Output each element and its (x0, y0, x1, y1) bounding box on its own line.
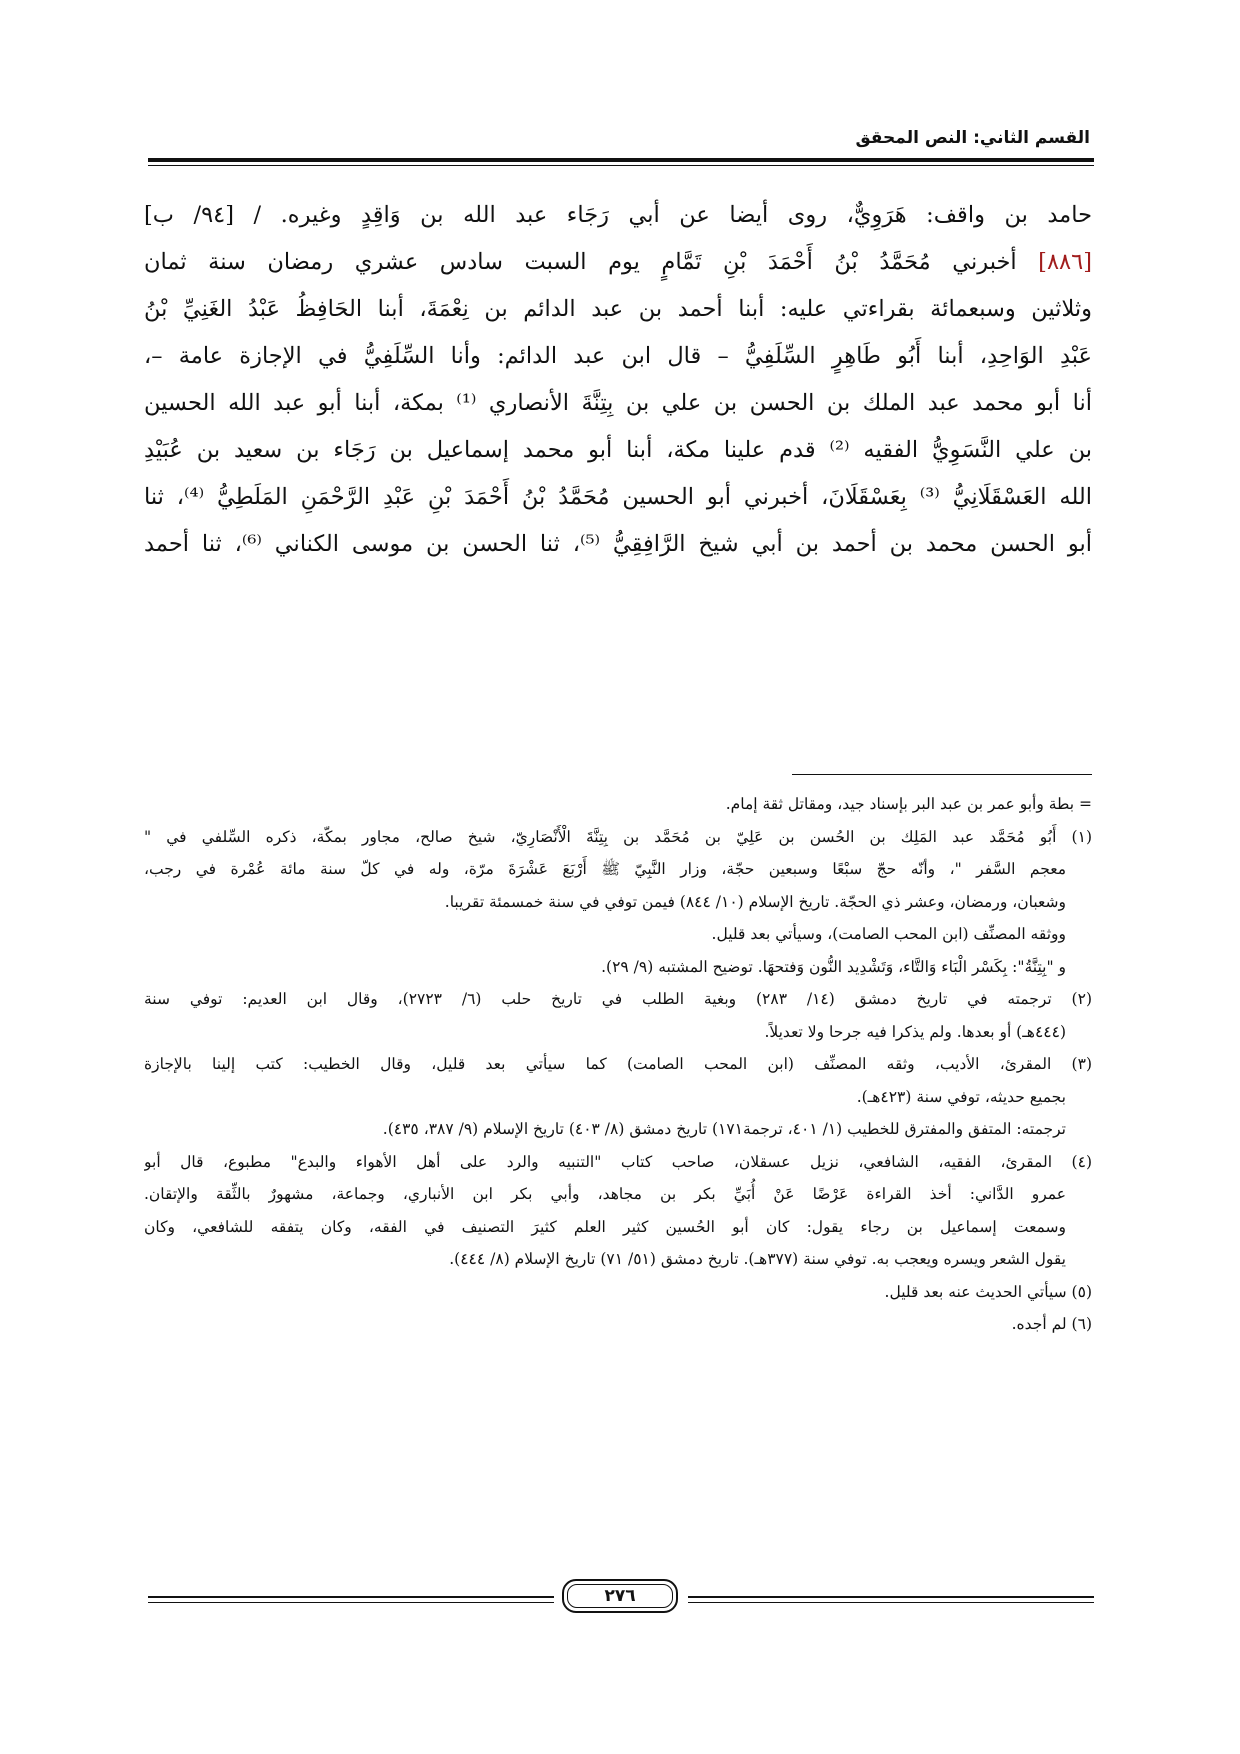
footer-rule-right-thin (688, 1602, 1094, 1603)
main-text (144, 192, 1092, 568)
footnote-line: (١) أَبُو مُحَمَّد عبد المَلِك بن الحُسن بن عَلِيّ بن مُحَمَّد بن بِتِنَّةَ الْأَنْصَارِيّ، شيخ صالح، مجاور بمكّة، ذكره السِّلفي في " (144, 827, 1092, 846)
page-number-box (562, 1579, 678, 1613)
footnote-line: معجم السَّفر "، وأنّه حجّ سبْعًا وسبعين حجّة، وزار النَّبِيّ ﷺ أَرْبَعَ عَشْرَةَ مرّة، وله في كلّ سنة مائة عُمْرة في رجب، (144, 860, 1066, 878)
main-line: حامد بن واقف: هَرَوِيٌّ، روى أيضا عن أبي رَجَاء عبد الله بن وَاقِدٍ وغيره. / [٩٤/ ب] (144, 202, 1092, 228)
footnote-line: و "بِتِنَّةُ": بِكَسْر الْبَاء وَالتَّاء، وَتَشْدِيد النُّون وَفتحهَا. توضيح المشتبه (٩/ ٢٩). (601, 957, 1066, 976)
header-rule-thick (148, 158, 1094, 162)
footnote-line: (٢) ترجمته في تاريخ دمشق (١٤/ ٢٨٣) وبغية الطلب في تاريخ حلب (٦/ ٢٧٢٣)، وقال ابن العديم: توفي سنة (144, 990, 1092, 1008)
main-line: بن علي النَّسَوِيُّ الفقيه ⁽²⁾ قدم علينا مكة، أبنا أبو محمد إسماعيل بن رَجَاء بن سعيد بن عُبَيْدِ (144, 437, 1093, 463)
hadith-number: [٨٨٦] (1038, 249, 1092, 275)
main-line: أبو الحسن محمد بن أحمد بن أبي شيخ الرَّافِقِيُّ ⁽⁵⁾، ثنا الحسن بن موسى الكناني ⁽⁶⁾، ثنا أحمد (144, 531, 1092, 557)
header-rule-thin (148, 165, 1094, 166)
footer-rule-left (148, 1596, 554, 1598)
main-line: الله العَسْقَلَانِيُّ ⁽³⁾ بِعَسْقَلَانَ، أخبرني أبو الحسين مُحَمَّدُ بْنُ أَحْمَدَ بْنِ عَبْدِ الرَّحْمَنِ المَلَطِيُّ ⁽⁴⁾، ثنا (144, 484, 1092, 510)
footnote-line: وشعبان، ورمضان، وعشر ذي الحجّة. تاريخ الإسلام (١٠/ ٨٤٤) فيمن توفي في سنة خمسمئة تقريبا. (444, 892, 1066, 911)
footnote-line: (٤٤٤هـ) أو بعدها. ولم يذكرا فيه جرحا ولا تعديلاً. (764, 1022, 1066, 1041)
main-line: [٨٨٦] أخبرني مُحَمَّدُ بْنُ أَحْمَدَ بْنِ تَمَّامٍ يوم السبت سادس عشري رمضان سنة ثمان (144, 249, 1092, 275)
footnote-line: يقول الشعر ويسره ويعجب به. توفي سنة (٣٧٧هـ). تاريخ دمشق (٥١/ ٧١) تاريخ الإسلام (٨/ ٤٤٤). (449, 1250, 1066, 1268)
footnotes (144, 788, 1092, 1341)
footnote-line: عمرو الدَّاني: أخذ القراءة عَرْضًا عَنْ أُبَيِّ بكر بن مجاهد، وأبي بكر ابن الأنباري، وجماعة، مشهورٌ بالثِّقة والإتقان. (144, 1185, 1066, 1203)
footnote-line: (٥) سيأتي الحديث عنه بعد قليل. (884, 1282, 1092, 1301)
footnote-line: (٦) لم أجده. (1011, 1315, 1092, 1333)
footnote-separator (792, 774, 1092, 775)
running-header: القسم الثاني: النص المحقق (855, 128, 1090, 148)
footnote-line: ترجمته: المتفق والمفترق للخطيب (١/ ٤٠١، ترجمة١٧١) تاريخ دمشق (٨/ ٤٠٣) تاريخ الإسلام (٩/ ٣٨٧، ٤٣٥). (382, 1120, 1066, 1138)
footnote-line: وسمعت إسماعيل بن رجاء يقول: كان أبو الحُسين كثير العلم كثيرَ التصنيف في الفقه، وكان يتفقه للشافعي، وكان (144, 1217, 1066, 1236)
footnote-line: ووثقه المصنِّف (ابن المحب الصامت)، وسيأتي بعد قليل. (711, 925, 1066, 943)
footnote-line: = بطة وأبو عمر بن عبد البر بإسناد جيد، ومقاتل ثقة إمام. (725, 795, 1092, 813)
main-line: وثلاثين وسبعمائة بقراءتي عليه: أبنا أحمد بن عبد الدائم بن نِعْمَةَ، أبنا الحَافِظُ عَبْدُ الغَنِيِّ بْنُ (144, 296, 1092, 322)
main-line: أنا أبو محمد عبد الملك بن الحسن بن علي بن بِتِنَّةَ الأنصاري ⁽¹⁾ بمكة، أبنا أبو عبد الله الحسين (144, 390, 1092, 416)
footer-rule-right (688, 1596, 1094, 1598)
page-number: ٢٧٦ (604, 1586, 636, 1606)
main-line: عَبْدِ الوَاحِدِ، أبنا أَبُو طَاهِرٍ السِّلَفِيُّ – قال ابن عبد الدائم: وأنا السِّلَفِيُّ في الإجازة عامة –، (144, 343, 1092, 369)
footnote-line: (٤) المقرئ، الفقيه، الشافعي، نزيل عسقلان، صاحب كتاب "التنبيه والرد على أهل الأهواء والبدع" مطبوع، قال أبو (144, 1152, 1092, 1171)
footnote-line: (٣) المقرئ، الأديب، وثقه المصنِّف (ابن المحب الصامت) كما سيأتي بعد قليل، وقال الخطيب: كتب إلينا بالإجازة (144, 1055, 1092, 1073)
footnote-line: بجميع حديثه، توفي سنة (٤٢٣هـ). (856, 1087, 1066, 1106)
footer-rule-left-thin (148, 1602, 554, 1603)
